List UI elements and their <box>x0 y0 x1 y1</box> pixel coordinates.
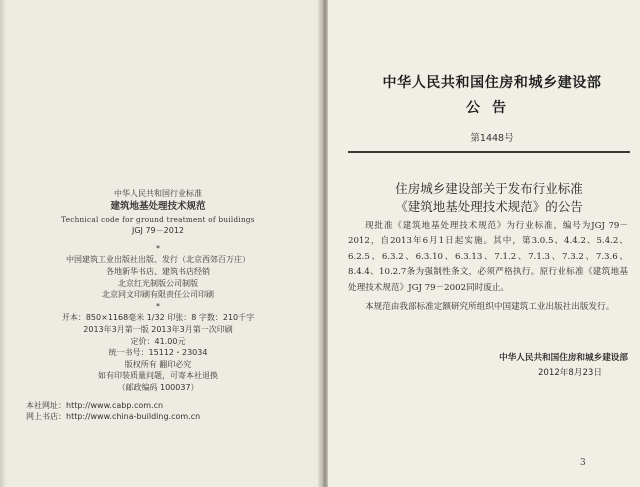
colophon-line: 各地新华书店、建筑书店经销 <box>106 266 210 276</box>
header-rule <box>348 151 630 153</box>
colophon-line: JGJ 79－2012 <box>132 226 184 236</box>
body-paragraph-2: 本规范由我部标准定额研究所组织中国建筑工业出版社出版发行。 <box>365 302 615 313</box>
colophon-line: 中华人民共和国行业标准 <box>114 189 202 198</box>
colophon-line: 北京红光制版公司制版 <box>118 278 198 288</box>
notice-body <box>348 219 628 315</box>
colophon-line: 建筑地基处理技术规范 <box>110 200 206 212</box>
body-paragraph-1: 现批准《建筑地基处理技术规范》为行业标准，编号为JGJ 79－2012，自2013年6月1日起实施。其中，第3.0.5、4.4.2、5.4.2、6.2.5、6.3.2、6.3.10、6.3.13、7.1.2、7.1.3、7.3.2、7.3.6、8.4.4、10.2.7条为强制性条文，必须严格执行。原行业标准《建筑地基处理技术规范》JGJ 79－2002同时废止。 <box>348 221 628 293</box>
colophon-line: Technical code for ground treatment of buildings <box>61 214 255 224</box>
ministry-name: 中华人民共和国住房和城乡建设部 <box>382 75 602 91</box>
page-edge-shadow <box>0 0 6 487</box>
colophon-line: * <box>156 301 160 311</box>
colophon-line: （邮政编码 100037） <box>117 382 199 392</box>
colophon-line: 北京同文印刷有限责任公司印刷 <box>102 290 214 300</box>
colophon-line: 开本：850×1168毫米 1/32 印张：8 字数：210千字 <box>61 313 255 323</box>
page-number: 3 <box>580 458 586 468</box>
notice-title-line-2: 《建筑地基处理技术规范》的公告 <box>395 199 583 214</box>
colophon-line: 版权所有 翻印必究 <box>124 359 192 369</box>
signature-block <box>428 351 628 381</box>
notice-label: 公告 <box>466 100 518 116</box>
colophon-line: 统一书号：15112・23034 <box>108 348 208 358</box>
notice-title-line-1: 住房城乡建设部关于发布行业标准 <box>395 181 583 196</box>
notice-title <box>348 180 630 216</box>
right-page <box>328 0 640 487</box>
colophon-line: 2013年3月第一版 2013年3月第一次印刷 <box>83 324 233 334</box>
colophon-line: 定价：41.00元 <box>130 336 186 346</box>
signature-org: 中华人民共和国住房和城乡建设部 <box>499 353 628 363</box>
colophon-line: * <box>156 243 160 253</box>
document-number: 第1448号 <box>470 133 514 144</box>
colophon-line: 如有印装质量问题，可寄本社退换 <box>98 371 218 381</box>
signature-date: 2012年8月23日 <box>537 368 602 378</box>
colophon-block <box>18 188 298 423</box>
colophon-line: 本社网址：http://www.cabp.com.cn <box>26 400 164 410</box>
notice-header <box>362 72 622 117</box>
colophon-line: 网上书店：http://www.china-building.com.cn <box>26 412 201 422</box>
colophon-line: 中国建筑工业出版社出版、发行（北京西郊百万庄） <box>66 255 250 265</box>
